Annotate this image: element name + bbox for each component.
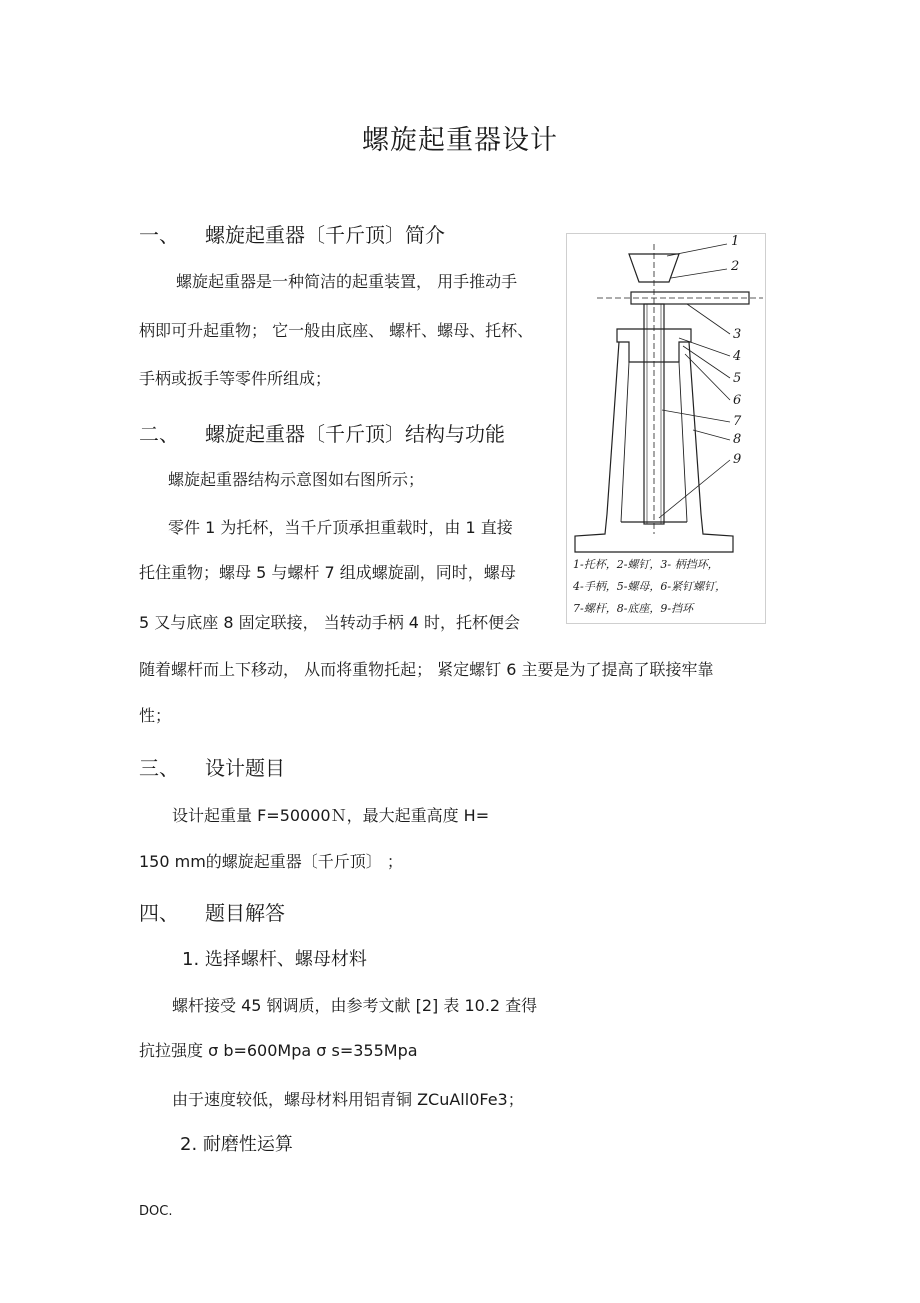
section-3-number: 三、 [139,756,179,780]
figure-caption-line-3: 7-螺杆，8-底座，9-挡环 [573,602,694,615]
intro-line-3: 手柄或扳手等零件所组成； [139,369,332,388]
figure-label-2: 2 [731,259,740,274]
section-2-heading: 螺旋起重器〔千斤顶〕结构与功能 [205,422,505,446]
figure-label-7: 7 [733,414,742,429]
intro-line-1: 螺旋起重器是一种简洁的起重装置， 用手推动手 [176,272,518,291]
section-1-heading: 螺旋起重器〔千斤顶〕简介 [205,223,445,247]
figure-caption-line-2: 4-手柄，5-螺母，6-紧钉螺钉， [573,580,727,593]
section-1-number: 一、 [139,223,179,247]
intro-line-2: 柄即可升起重物； 它一般由底座、 螺杆、螺母、托杯、 [139,321,534,340]
material-line-3: 由于速度较低，螺母材料用铝青铜 ZCuAll0Fe3； [172,1090,524,1109]
figure-label-3: 3 [733,327,742,342]
structure-line-3: 托住重物；螺母 5 与螺杆 7 组成螺旋副，同时，螺母 [139,563,516,582]
material-line-1: 螺杆接受 45 钢调质，由参考文献 [2] 表 10.2 查得 [172,996,538,1015]
section-3-heading: 设计题目 [205,756,285,780]
material-line-2: 抗拉强度 σ b=600Mpa σ s=355Mpa [139,1041,418,1060]
page-title: 螺旋起重器设计 [362,125,558,156]
subsection-1-heading: 1. 选择螺杆、螺母材料 [182,949,367,970]
screw-jack-figure [566,233,766,624]
section-4-number: 四、 [139,901,179,925]
figure-label-5: 5 [733,371,742,386]
figure-label-4: 4 [733,349,742,364]
section-2-number: 二、 [139,422,179,446]
subsection-2-heading: 2. 耐磨性运算 [180,1134,293,1155]
design-line-2: 150 mm的螺旋起重器〔千斤顶〕 ； [139,852,403,871]
figure-label-9: 9 [733,452,742,467]
structure-line-5: 随着螺杆而上下移动， 从而将重物托起； 紧定螺钉 6 主要是为了提高了联接牢靠 [139,660,714,679]
structure-line-2: 零件 1 为托杯，当千斤顶承担重载时，由 1 直接 [168,518,513,537]
structure-line-4: 5 又与底座 8 固定联接， 当转动手柄 4 时，托杯便会 [139,613,521,632]
page-footer: DOC. [139,1204,173,1219]
design-line-1: 设计起重量 F=50000Ｎ，最大起重高度 H= [172,806,490,825]
section-4-heading: 题目解答 [205,901,285,925]
figure-label-6: 6 [733,393,742,408]
figure-caption-line-1: 1-托杯，2-螺钉，3- 柄挡环， [573,558,719,571]
structure-line-6: 性； [139,706,172,725]
structure-line-1: 螺旋起重器结构示意图如右图所示； [168,470,425,489]
figure-label-1: 1 [731,234,740,249]
figure-label-8: 8 [733,432,742,447]
